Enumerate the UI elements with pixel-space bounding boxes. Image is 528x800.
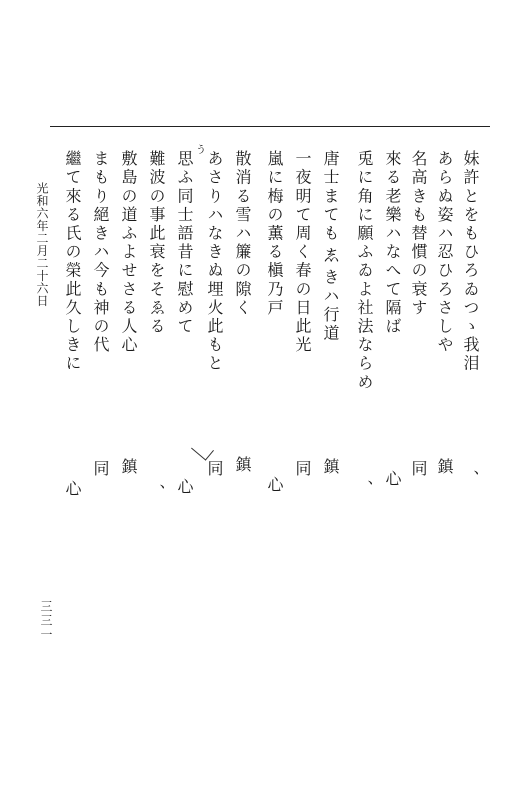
poem-line-13: 敷島の道ふよせさる人心	[119, 150, 138, 355]
poem-line-6: 唐士まても𛁈きハ行道	[321, 150, 340, 343]
small-superscript-mark: う	[196, 145, 206, 156]
speaker-tag-1: 、	[461, 470, 480, 498]
poem-line-12: 難波の事此衰をそゑる	[147, 150, 166, 336]
poem-line-10: あさりハなきぬ埋火此もと	[205, 150, 224, 374]
speaker-tag-4: 心	[383, 470, 402, 498]
poem-line-11: 思ふ同士語昔に慰めて	[175, 150, 194, 336]
speaker-tag-3: 同	[409, 460, 428, 488]
speaker-tag-11: 心	[175, 478, 194, 506]
speaker-tag-7: 同	[293, 460, 312, 488]
repeat-mark	[191, 438, 214, 460]
speaker-tag-2: 鎮	[435, 458, 454, 486]
poem-line-14: まもり絕きハ今も神の代	[91, 150, 110, 355]
speaker-tag-12: 、	[147, 484, 166, 512]
speaker-tag-8: 心	[265, 476, 284, 504]
speaker-tag-5: 、	[355, 480, 374, 508]
poem-line-3: 名高きも替慣の衰す	[409, 150, 428, 318]
poem-line-7: 一夜明て周く春の日此光	[293, 150, 312, 355]
poem-line-9: 散消る雪ハ簾の隙く	[233, 150, 252, 318]
top-rule	[50, 126, 490, 127]
date-line: 光和六年二月二十六日	[35, 182, 49, 307]
speaker-tag-15: 心	[63, 480, 82, 508]
speaker-tag-14: 同	[91, 460, 110, 488]
speaker-tag-13: 鎮	[119, 458, 138, 486]
poem-line-2: あらぬ姿ハ忍ひろさしや	[435, 150, 454, 355]
page-number: 三三一	[39, 600, 53, 642]
poem-line-4: 來る老樂ハなへて隔ば	[383, 150, 402, 336]
poem-line-8: 嵐に梅の薫る槇乃戸	[265, 150, 284, 318]
poem-line-1: 妹許とをもひろゐつゝ我泪	[461, 150, 480, 374]
speaker-tag-9: 鎮	[233, 456, 252, 484]
speaker-tag-10: 同	[205, 460, 224, 488]
poem-line-15: 繼て來る氏の榮此久しきに	[63, 150, 82, 374]
speaker-tag-6: 鎮	[321, 458, 340, 486]
poem-line-5: 兎に角に願ふゐよ社法ならめ	[355, 150, 374, 392]
